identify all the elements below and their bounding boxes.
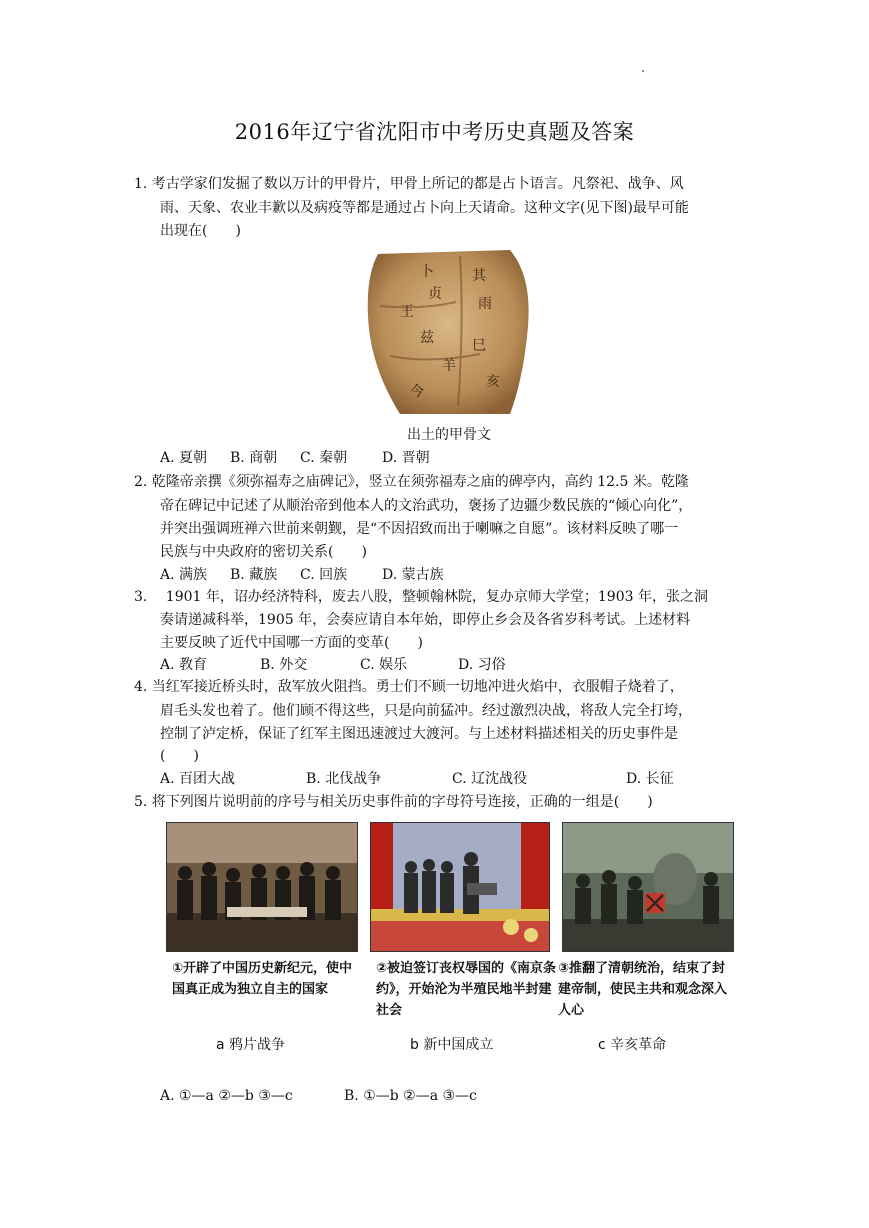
panel-2-description: ②被迫签订丧权辱国的《南京条约》，开始沦为半殖民地半封建社会 — [376, 961, 557, 1018]
q1-line-2: 雨、天象、农业丰歉以及病疫等都是通过占卜向上天请命。这种文字(见下图)最早可能 — [160, 200, 689, 216]
svg-text:王: 王 — [400, 304, 414, 320]
q2-option-a: A. 满族 — [160, 567, 208, 583]
q1-line-3: 出现在( ) — [160, 223, 241, 239]
q3-line-1: 3. 1901 年，诏办经济特科，废去八股，整顿翰林院，复办京师大学堂；1903 年，张之洞 — [134, 589, 708, 605]
svg-text:亥: 亥 — [486, 374, 500, 390]
q4-option-b: B. 北伐战争 — [306, 771, 382, 787]
q1-line-1: 1. 考古学家们发掘了数以万计的甲骨片，甲骨上所记的都是占卜语言。凡祭祀、战争、风 — [134, 176, 684, 192]
q3-option-c: C. 娱乐 — [360, 657, 408, 673]
q1-option-d: D. 晋朝 — [382, 450, 430, 466]
photo-treaty-signing — [166, 822, 358, 952]
q5-option-a: A. ①—a ②—b ③—c — [160, 1088, 293, 1104]
panel-3-label: c 辛亥革命 — [598, 1037, 667, 1053]
q5-option-b: B. ①—b ②—a ③—c — [344, 1088, 477, 1104]
q2-option-c: C. 回族 — [300, 567, 348, 583]
q4-option-a: A. 百团大战 — [160, 771, 236, 787]
svg-text:卜: 卜 — [420, 264, 434, 280]
oracle-bone-caption: 出土的甲骨文 — [407, 427, 491, 443]
svg-text:其: 其 — [472, 268, 486, 284]
q5-line-1: 5. 将下列图片说明前的序号与相关历史事件前的字母符号连接，正确的一组是( ) — [134, 794, 653, 810]
q4-line-4: ( ) — [160, 748, 199, 764]
q4-line-3: 控制了泸定桥，保证了红军主图迅速渡过大渡河。与上述材料描述相关的历史事件是 — [160, 726, 678, 742]
q2-line-3: 并突出强调班禅六世前来朝觐，是“不因招致而出于喇嘛之自愿”。该材料反映了哪一 — [160, 521, 679, 537]
svg-text:贞: 贞 — [428, 286, 442, 302]
q2-option-d: D. 蒙古族 — [382, 567, 444, 583]
q4-option-d: D. 长征 — [626, 771, 674, 787]
q4-line-1: 4. 当红军接近桥头时，敌军放火阻挡。勇士们不顾一切地冲进火焰中，衣服帽子烧着了， — [134, 679, 684, 695]
page-mark — [642, 70, 644, 72]
q3-option-d: D. 习俗 — [458, 657, 506, 673]
svg-text:今: 今 — [410, 384, 424, 400]
panel-2-label: b 新中国成立 — [410, 1037, 494, 1053]
q3-option-a: A. 教育 — [160, 657, 208, 673]
oracle-bone-image — [360, 246, 538, 416]
photo-uprising — [562, 822, 734, 952]
panel-1-description: ①开辟了中国历史新纪元，使中国真正成为独立自主的国家 — [172, 961, 353, 997]
panel-3-description: ③推翻了清朝统治，结束了封建帝制，使民主共和观念深入人心 — [558, 961, 728, 1018]
q2-line-4: 民族与中央政府的密切关系( ) — [160, 544, 367, 560]
q2-option-b: B. 藏族 — [230, 567, 278, 583]
q2-line-2: 帝在碑记中记述了从顺治帝到他本人的文治武功，褒扬了边疆少数民族的“倾心向化”， — [160, 498, 693, 514]
svg-text:羊: 羊 — [442, 358, 456, 374]
q3-line-3: 主要反映了近代中国哪一方面的变革( ) — [160, 635, 423, 651]
svg-text:巳: 巳 — [472, 338, 486, 354]
q4-option-c: C. 辽沈战役 — [452, 771, 528, 787]
q4-line-2: 眉毛头发也着了。他们顾不得这些，只是向前猛冲。经过激烈决战，将敌人完全打垮， — [160, 703, 692, 719]
q3-option-b: B. 外交 — [260, 657, 308, 673]
q1-option-a: A. 夏朝 — [160, 450, 208, 466]
q1-option-c: C. 秦朝 — [300, 450, 348, 466]
q1-option-b: B. 商朝 — [230, 450, 278, 466]
q3-line-2: 奏请递减科举，1905 年，会奏应请自本年始，即停止乡会及各省岁科考试。上述材料 — [160, 612, 691, 628]
svg-text:雨: 雨 — [478, 296, 492, 312]
page-title: 2016年辽宁省沈阳市中考历史真题及答案 — [234, 120, 635, 144]
panel-1-label: a 鸦片战争 — [216, 1037, 286, 1053]
svg-text:兹: 兹 — [420, 330, 434, 346]
photo-founding-ceremony — [370, 822, 550, 952]
q2-line-1: 2. 乾隆帝亲撰《须弥福寿之庙碑记》，竖立在须弥福寿之庙的碑亭内，高约 12.5 米。乾隆 — [134, 474, 689, 490]
